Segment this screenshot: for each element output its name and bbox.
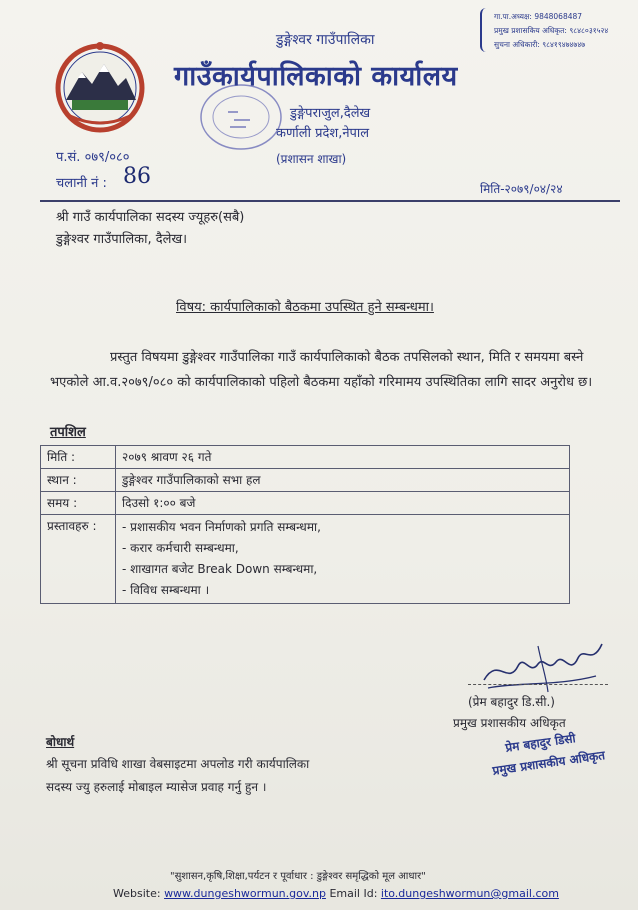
email-label: Email Id: <box>329 887 378 900</box>
reference-number: प.सं. ०७९/०८० <box>56 150 130 165</box>
email-link[interactable]: ito.dungeshwormun@gmail.com <box>380 887 559 900</box>
footer-contact <box>113 887 559 900</box>
nepal-emblem-icon <box>52 38 148 134</box>
body-paragraph: प्रस्तुत विषयमा डुङ्गेश्वर गाउँपालिका गाउँ कार्यपालिकाको बैठक तपसिलको स्थान, मिति र समयमा बस्ने भएकोले आ.व.२०७९/०८० को कार्यपालिकाको पहिलो बैठकमा यहाँको गरिमामय उपस्थितिका लागि सादर अनुरोध छ। <box>50 350 593 390</box>
recipient-line-2: डुङ्गेश्वर गाउँपालिका, दैलेख। <box>56 232 188 247</box>
details-heading: तपशिल <box>50 425 86 440</box>
detail-label: समय : <box>41 492 116 515</box>
recipient-line-1: श्री गाउँ कार्यपालिका सदस्य ज्यूहरु(सबै) <box>56 210 245 225</box>
detail-value: दिउसो १:०० बजे <box>116 492 570 515</box>
detail-value: डुङ्गेश्वर गाउँपालिकाको सभा हल <box>116 469 570 492</box>
detail-label: स्थान : <box>41 469 116 492</box>
table-row <box>41 446 570 469</box>
signatory-name: (प्रेम बहादुर डि.सी.) <box>468 695 555 709</box>
name-seal-line-2: प्रमुख प्रशासकीय अधिकृत <box>491 748 606 778</box>
table-row <box>41 469 570 492</box>
details-table <box>40 445 570 604</box>
cc-line-2: सदस्य ज्यु हरुलाई मोबाइल म्यासेज प्रवाह गर्नु हुन । <box>46 780 267 794</box>
handwritten-signature <box>478 636 608 696</box>
dispatch-label: चलानी नं : <box>56 176 107 191</box>
contact-box <box>480 8 632 52</box>
contact-chairperson: गा.पा.अध्यक्ष: 9848068487 <box>494 12 583 21</box>
detail-value: २०७९ श्रावण २६ गते <box>116 446 570 469</box>
office-title: गाउँकार्यपालिकाको कार्यालय <box>174 61 458 92</box>
signature-line <box>468 684 608 685</box>
address-line-1: डुङ्गेपराजुल,दैलेख <box>290 106 371 121</box>
proposals-label: प्रस्तावहरु : <box>41 515 116 604</box>
cc-heading: बोधार्थ <box>46 735 75 749</box>
letter-date: मिति-२०७९/०४/२४ <box>480 182 563 196</box>
proposal-item: - विविध सम्बन्धमा । <box>122 583 210 597</box>
cc-line-1: श्री सूचना प्रविधि शाखा वेबसाइटमा अपलोड गरी कार्यपालिका <box>46 757 310 771</box>
website-label: Website: <box>113 887 161 900</box>
detail-label: मिति : <box>41 446 116 469</box>
name-seal-line-1: प्रेम बहादुर डिसी <box>504 731 577 755</box>
signatory-title: प्रमुख प्रशासकीय अधिकृत <box>453 716 566 730</box>
branch-name: (प्रशासन शाखा) <box>276 152 347 166</box>
contact-info-officer: सुचना अधिकारी: ९८४१९४७४७४७ <box>494 40 586 49</box>
proposal-item: - शाखागत बजेट Break Down सम्बन्धमा, <box>122 562 318 576</box>
municipality-name: डुङ्गेश्वर गाउँपालिका <box>276 32 375 48</box>
header-divider <box>40 200 620 202</box>
proposal-item: - करार कर्मचारी सम्बन्धमा, <box>122 541 239 555</box>
dispatch-number: 86 <box>123 164 151 189</box>
proposal-item: - प्रशासकीय भवन निर्माणको प्रगति सम्बन्धमा, <box>122 520 321 534</box>
table-row <box>41 492 570 515</box>
footer-slogan: "सुशासन,कृषि,शिक्षा,पर्यटन र पूर्वाधार : डुङ्गेश्वर समृद्धिको मूल आधार" <box>170 871 426 882</box>
address-line-2: कर्णाली प्रदेश,नेपाल <box>276 126 370 141</box>
subject-line: विषय: कार्यपालिकाको बैठकमा उपस्थित हुने सम्बन्धमा। <box>176 300 434 315</box>
contact-cao: प्रमुख प्रशासकिय अधिकृत: ९८४८०३१५२४ <box>494 26 609 35</box>
table-row <box>41 515 570 604</box>
website-link[interactable]: www.dungeshwormun.gov.np <box>164 887 326 900</box>
proposals-list <box>116 515 570 604</box>
